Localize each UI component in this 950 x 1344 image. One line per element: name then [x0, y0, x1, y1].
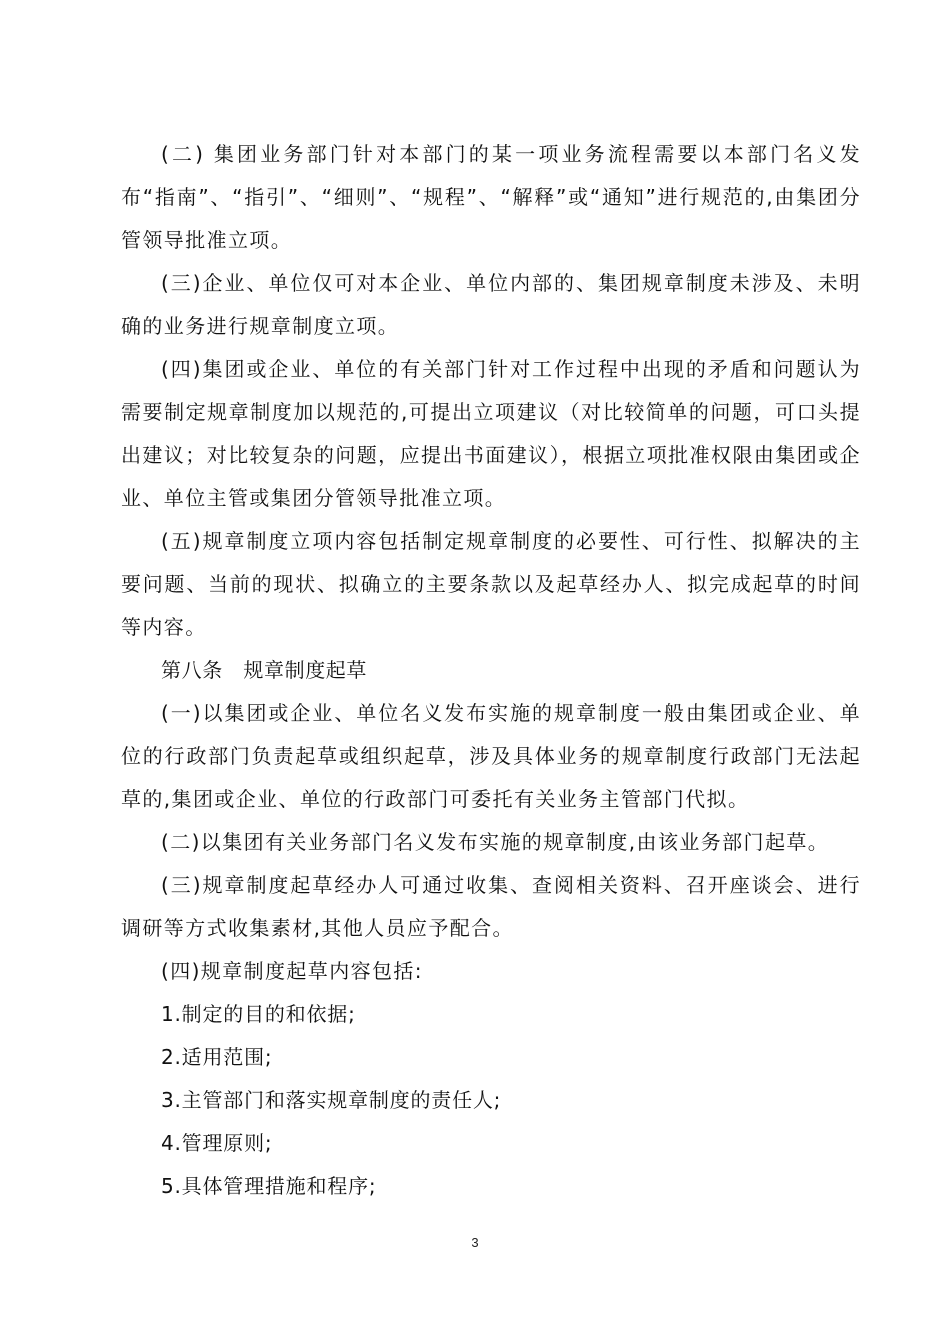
list-item-1: 1.制定的目的和依据;: [161, 1002, 356, 1026]
page-number: 3: [471, 1235, 479, 1250]
paragraph-drafting-3: (三)规章制度起草经办人可通过收集、查阅相关资料、召开座谈会、进行调研等方式收集素材,其他人员应予配合。: [121, 873, 861, 940]
paragraph-drafting-2: (二)以集团有关业务部门名义发布实施的规章制度,由该业务部门起草。: [161, 830, 830, 854]
list-item-2: 2.适用范围;: [161, 1045, 273, 1069]
paragraph-item-2-approval: (二) 集团业务部门针对本部门的某一项业务流程需要以本部门名义发布“指南”、“指引”、“细则”、“规程”、“解释”或“通知”进行规范的,由集团分管领导批准立项。: [121, 142, 861, 252]
paragraph-drafting-4: (四)规章制度起草内容包括:: [161, 959, 423, 983]
document-body: [121, 133, 861, 1208]
list-item-4: 4.管理原则;: [161, 1131, 273, 1155]
list-item-5: 5.具体管理措施和程序;: [161, 1174, 377, 1198]
paragraph-drafting-1: (一)以集团或企业、单位名义发布实施的规章制度一般由集团或企业、单位的行政部门负责起草或组织起草，涉及具体业务的规章制度行政部门无法起草的,集团或企业、单位的行政部门可委托有关业务主管部门代拟。: [121, 701, 861, 811]
paragraph-item-4-proposal: (四)集团或企业、单位的有关部门针对工作过程中出现的矛盾和问题认为需要制定规章制度加以规范的,可提出立项建议（对比较简单的问题，可口头提出建议；对比较复杂的问题，应提出书面建议），根据立项批准权限由集团或企业、单位主管或集团分管领导批准立项。: [121, 357, 861, 510]
paragraph-item-5-content: (五)规章制度立项内容包括制定规章制度的必要性、可行性、拟解决的主要问题、当前的现状、拟确立的主要条款以及起草经办人、拟完成起草的时间等内容。: [121, 529, 861, 639]
paragraph-item-3-scope: (三)企业、单位仅可对本企业、单位内部的、集团规章制度未涉及、未明确的业务进行规章制度立项。: [121, 271, 861, 338]
list-item-3: 3.主管部门和落实规章制度的责任人;: [161, 1088, 502, 1112]
article-8-heading: 第八条 规章制度起草: [161, 658, 367, 682]
